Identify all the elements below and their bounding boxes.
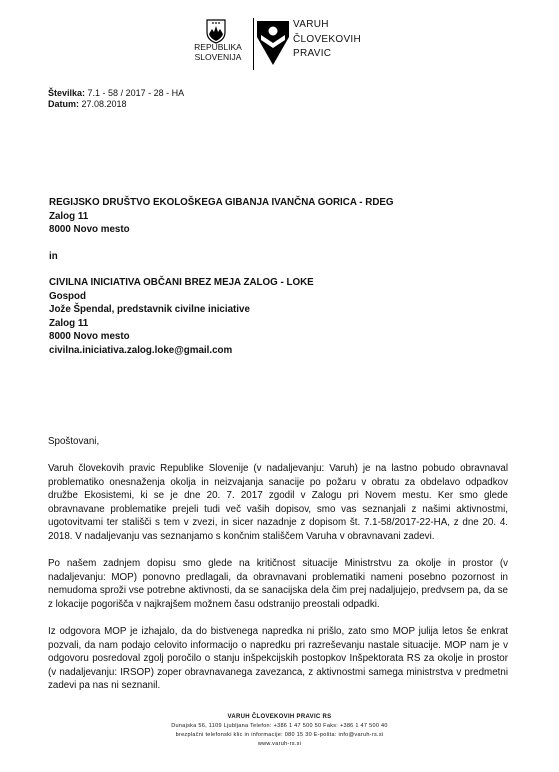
footer-title: VARUH ČLOVEKOVIH PRAVIC RS: [227, 714, 332, 720]
paragraph-3: Iz odgovora MOP je izhajalo, da do bistvenega napredka ni prišlo, zato smo MOP julija letos še enkrat pozvali, da nam podajo celovito informacijo o napredku pri razreševanju nastale situacije. MOP nam je v odgovoru posredoval zgolj poročilo o stanju inšpekcijskih postopkov Inšpektorata RS za okolje in prostor (v nadaljevanju: IRSOP) zoper obravnavanega zavezanca, z aktivnostmi samega ministrstva v predmetni zadevi pa nas ni seznanil.: [48, 626, 511, 692]
coat-of-arms-icon: [205, 18, 227, 44]
paragraph-2: Po našem zadnjem dopisu smo glede na kritičnost situacije Ministrstvu za okolje in prostor (v nadaljevanju: MOP) ponovno predlagali, da obravnavani problematiki nameni posebno pozornost in nemudoma sproži vse potrebne aktivnosti, da se sanacijska dela čim prej nadaljujejo, predvsem pa, da se z lokacije pogorišča v najkrajšem možnem času odstranijo preostali odpadki.: [48, 558, 511, 610]
document-meta: [48, 88, 184, 109]
institution-name: VARUH ČLOVEKOVIH PRAVIC: [293, 19, 362, 59]
conjunction: in: [49, 251, 58, 262]
recipient-2-name: CIVILNA INICIATIVA OBČANI BREZ MEJA ZALOG - LOKE: [49, 277, 314, 288]
header-divider: [253, 18, 254, 70]
footer-contact: brezplačni telefonski klic in informacije: 080 15 30 E-pošta: info@varuh-rs.si: [175, 732, 384, 738]
recipient-2-salutation: Gospod: [49, 290, 87, 302]
date-value: 27.08.2018: [81, 98, 127, 109]
republika-slovenija-label: REPUBLIKA SLOVENIJA: [194, 42, 242, 62]
recipient-2-city: 8000 Novo mesto: [49, 331, 130, 343]
recipient-2: [49, 276, 314, 358]
recipient-2-street: Zalog 11: [49, 317, 89, 329]
greeting: Spoštovani,: [48, 436, 100, 447]
recipient-1-street: Zalog 11: [49, 210, 89, 222]
footer: [0, 713, 559, 749]
number-value: 7.1 - 58 / 2017 - 28 - HA: [87, 88, 185, 98]
recipient-1-city: 8000 Novo mesto: [49, 224, 130, 236]
recipient-2-email: civilna.iniciativa.zalog.loke@gmail.com: [49, 344, 233, 356]
recipient-2-person: Jože Špendal, predstavnik civilne iniciative: [49, 304, 250, 316]
recipient-1: [49, 196, 394, 237]
footer-website: www.varuh-rs.si: [257, 741, 302, 747]
number-label: Številka:: [48, 88, 86, 98]
date-label: Datum:: [48, 98, 79, 109]
recipient-1-name: REGIJSKO DRUŠTVO EKOLOŠKEGA GIBANJA IVANČNA GORICA - RDEG: [49, 197, 394, 208]
varuh-logo-icon: [256, 17, 290, 67]
footer-address: Dunajska 56, 1109 Ljubljana Telefon: +386 1 47 500 50 Faks: +386 1 47 500 40: [171, 723, 388, 729]
paragraph-1: Varuh človekovih pravic Republike Slovenije (v nadaljevanju: Varuh) je na lastno pobudo obravnaval problematiko onesnaženja okolja in neizvajanja sanacije po požaru v obratu za obdelavo odpadkov družbe Ekosistemi, ki se je dne 20. 7. 2017 zgodil v Zalogu pri Novem mestu. Ker smo glede obravnavane problematike prejeli tudi več vaših dopisov, smo vas seznanjali z našimi aktivnostmi, ugotovitvami ter stališči s tem v zvezi, in sicer nazadnje z dopisom št. 7.1-58/2017-22-HA, z dne 20. 4. 2018. V nadaljevanju vas seznanjamo s končnim stališčem Varuha v obravnavani zadevi.: [48, 463, 511, 542]
